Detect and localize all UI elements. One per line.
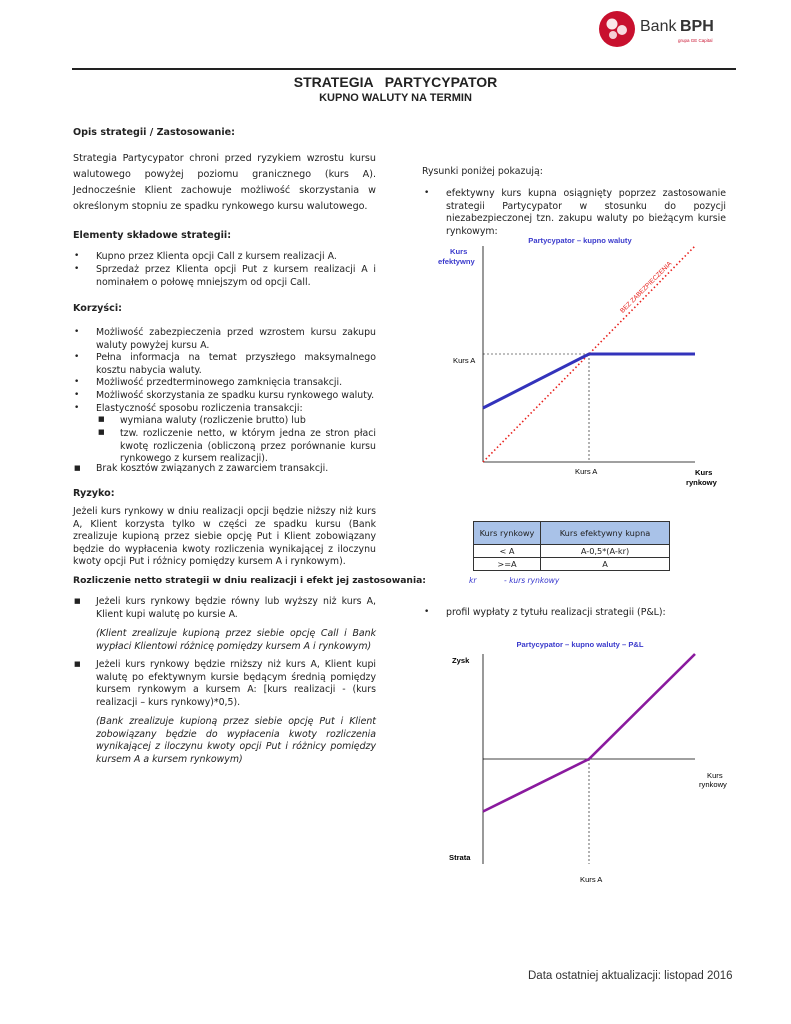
table-legend-text: - kurs rynkowy <box>504 576 560 585</box>
rozliczenie-sub-1: wymiana waluty (rozliczenie brutto) lub <box>120 415 306 426</box>
table-cell: A-0,5*(A-kr) <box>541 545 670 558</box>
bullet-icon: • <box>74 403 80 413</box>
logo-bph-text: BPH <box>680 18 714 35</box>
korzysci-item-4: Możliwość skorzystania ze spadku kursu rynkowego waluty. <box>96 390 375 401</box>
table-header: Kurs rynkowy <box>474 522 541 545</box>
chart1-ytick: Kurs A <box>453 356 476 365</box>
bullet-icon: • <box>74 251 80 261</box>
elementy-item-1: Kupno przez Klienta opcji Call z kursem realizacji A. <box>96 251 337 262</box>
korzysci-item-2: Pełna informacja na temat przyszłego maksymalnego kosztu nabycia waluty. <box>96 352 376 376</box>
square-bullet-icon: ■ <box>74 660 81 668</box>
rozliczenie-note-2: (Bank zrealizuje kupioną przez siebie opcję Put i Klient zobowiązany będzie do wypłacenia kwoty rozliczenia wynikającej z iloczynu kwoty opcji Put i różnicy pomiędzy kursem A a kursem rynkowym) <box>96 716 376 765</box>
rozliczenie-note-1: (Klient zrealizuje kupioną przez siebie opcję Call i Bank wypłaci Klientowi różnicę pomiędzy kursem A i rynkowym) <box>96 628 376 652</box>
rozliczenie-sub-2: tzw. rozliczenie netto, w którym jedna ze stron płaci kwotę rozliczenia (obliczoną przez porównanie kursu rynkowego z kursem realizacji). <box>120 428 376 464</box>
chart2-ylabel-bottom: Strata <box>449 853 471 862</box>
korzysci-item-3: Możliwość przedterminowego zamknięcia transakcji. <box>96 377 343 388</box>
chart2-xlabel-1: Kurs <box>707 771 723 780</box>
square-bullet-icon: ■ <box>98 415 105 423</box>
rozliczenie-heading: Rozliczenie netto strategii w dniu realizacji i efekt jej zastosowania: <box>73 575 426 586</box>
opis-heading: Opis strategii / Zastosowanie: <box>73 127 236 138</box>
chart1-ylabel-2: efektywny <box>438 257 475 266</box>
table-cell: >=A <box>474 558 541 571</box>
ryzyko-text: Jeżeli kurs rynkowy w dniu realizacji opcji będzie niższy niż kurs A, Klient korzysta tylko w części ze spadku kursu (Bank zrealizuje kupioną przez siebie opcję Put i Klient zobowiązany będzie do wypłacenia kwoty rozliczenia wynikającej z iloczynu kwoty opcji Put i różnicy pomiędzy kursem A i rynkowym). <box>73 506 376 567</box>
rysunki-text: Rysunki poniżej pokazują: <box>422 166 543 177</box>
bullet-icon: • <box>424 607 430 617</box>
chart-pnl <box>430 634 735 894</box>
ryzyko-heading: Ryzyko: <box>73 488 115 499</box>
elementy-heading: Elementy składowe strategii: <box>73 230 232 241</box>
header-rule <box>72 68 736 70</box>
brak-kosztow: Brak kosztów związanych z zawarciem transakcji. <box>96 463 329 474</box>
opis-text: Strategia Partycypator chroni przed ryzykiem wzrostu kursu walutowego powyżej poziomu granicznego (kurs A). Jednocześnie Klient zachowuje możliwość skorzystania w określonym stopniu ze spadku rynkowego kursu walutowego. <box>73 153 376 212</box>
footer-update-date: Data ostatniej aktualizacji: listopad 2016 <box>528 970 733 982</box>
chart1-xlabel-2: rynkowy <box>686 478 717 487</box>
korzysci-item-5: Elastyczność sposobu rozliczenia transakcji: <box>96 403 303 414</box>
chart1-xtick: Kurs A <box>575 467 598 476</box>
logo-sub-text: grupa GE Capital <box>678 38 713 43</box>
rysunki-bullet-2: profil wypłaty z tytułu realizacji strategii (P&L): <box>446 607 666 618</box>
rozliczenie-case-2: Jeżeli kurs rynkowy będzie rniższy niż kurs A, Klient kupi walutę po efektywnym kursie będącym średnią pomiędzy kursem rynkowym a kursem A: [kurs realizacji - (kurs realizacji – kurs rynkowy)*0,5). <box>96 659 376 708</box>
logo-bank-text: Bank <box>640 18 677 35</box>
bullet-icon: • <box>74 264 80 274</box>
chart-effective-rate <box>430 232 730 492</box>
bank-logo <box>598 10 728 50</box>
kurs-table <box>473 521 670 571</box>
page-subtitle: KUPNO WALUTY NA TERMIN <box>319 92 472 104</box>
chart1-ylabel-1: Kurs <box>450 247 468 256</box>
bullet-icon: • <box>74 390 80 400</box>
table-legend-kr: kr <box>469 576 477 585</box>
square-bullet-icon: ■ <box>74 464 81 472</box>
korzysci-item-1: Możliwość zabezpieczenia przed wzrostem kursu zakupu waluty powyżej kursu A. <box>96 327 376 351</box>
chart2-xtick: Kurs A <box>580 875 603 884</box>
table-cell: A <box>541 558 670 571</box>
table-header: Kurs efektywny kupna <box>541 522 670 545</box>
table-cell: < A <box>474 545 541 558</box>
elementy-item-2: Sprzedaż przez Klienta opcji Put z kursem realizacji A i nominałem o połowę mniejszym od opcji Call. <box>96 264 376 288</box>
logo-emblem-icon <box>598 10 636 48</box>
chart1-xlabel-1: Kurs <box>695 468 713 477</box>
page-title: STRATEGIA PARTYCYPATOR <box>293 74 498 90</box>
rysunki-bullet-1: efektywny kurs kupna osiągnięty poprzez zastosowanie strategii Partycypator w stosunku do pozycji niezabezpieczonej tzn. zakupu waluty po bieżącym kursie rynkowym: <box>446 188 726 237</box>
square-bullet-icon: ■ <box>74 597 81 605</box>
chart2-title: Partycypator – kupno waluty – P&L <box>516 640 644 649</box>
chart2-plot <box>430 634 735 894</box>
korzysci-heading: Korzyści: <box>73 303 122 314</box>
bullet-icon: • <box>424 188 430 198</box>
chart1-annotation: BEZ ZABEZPIECZENIA <box>619 260 674 315</box>
square-bullet-icon: ■ <box>98 428 105 436</box>
chart2-ylabel-top: Zysk <box>452 656 470 665</box>
bullet-icon: • <box>74 352 80 362</box>
rozliczenie-case-1: Jeżeli kurs rynkowy będzie równy lub wyższy niż kurs A, Klient kupi walutę po kursie A. <box>96 596 376 620</box>
bullet-icon: • <box>74 377 80 387</box>
chart1-plot <box>430 232 730 492</box>
chart2-xlabel-2: rynkowy <box>699 780 727 789</box>
bullet-icon: • <box>74 327 80 337</box>
chart1-title: Partycypator – kupno waluty <box>528 236 632 245</box>
